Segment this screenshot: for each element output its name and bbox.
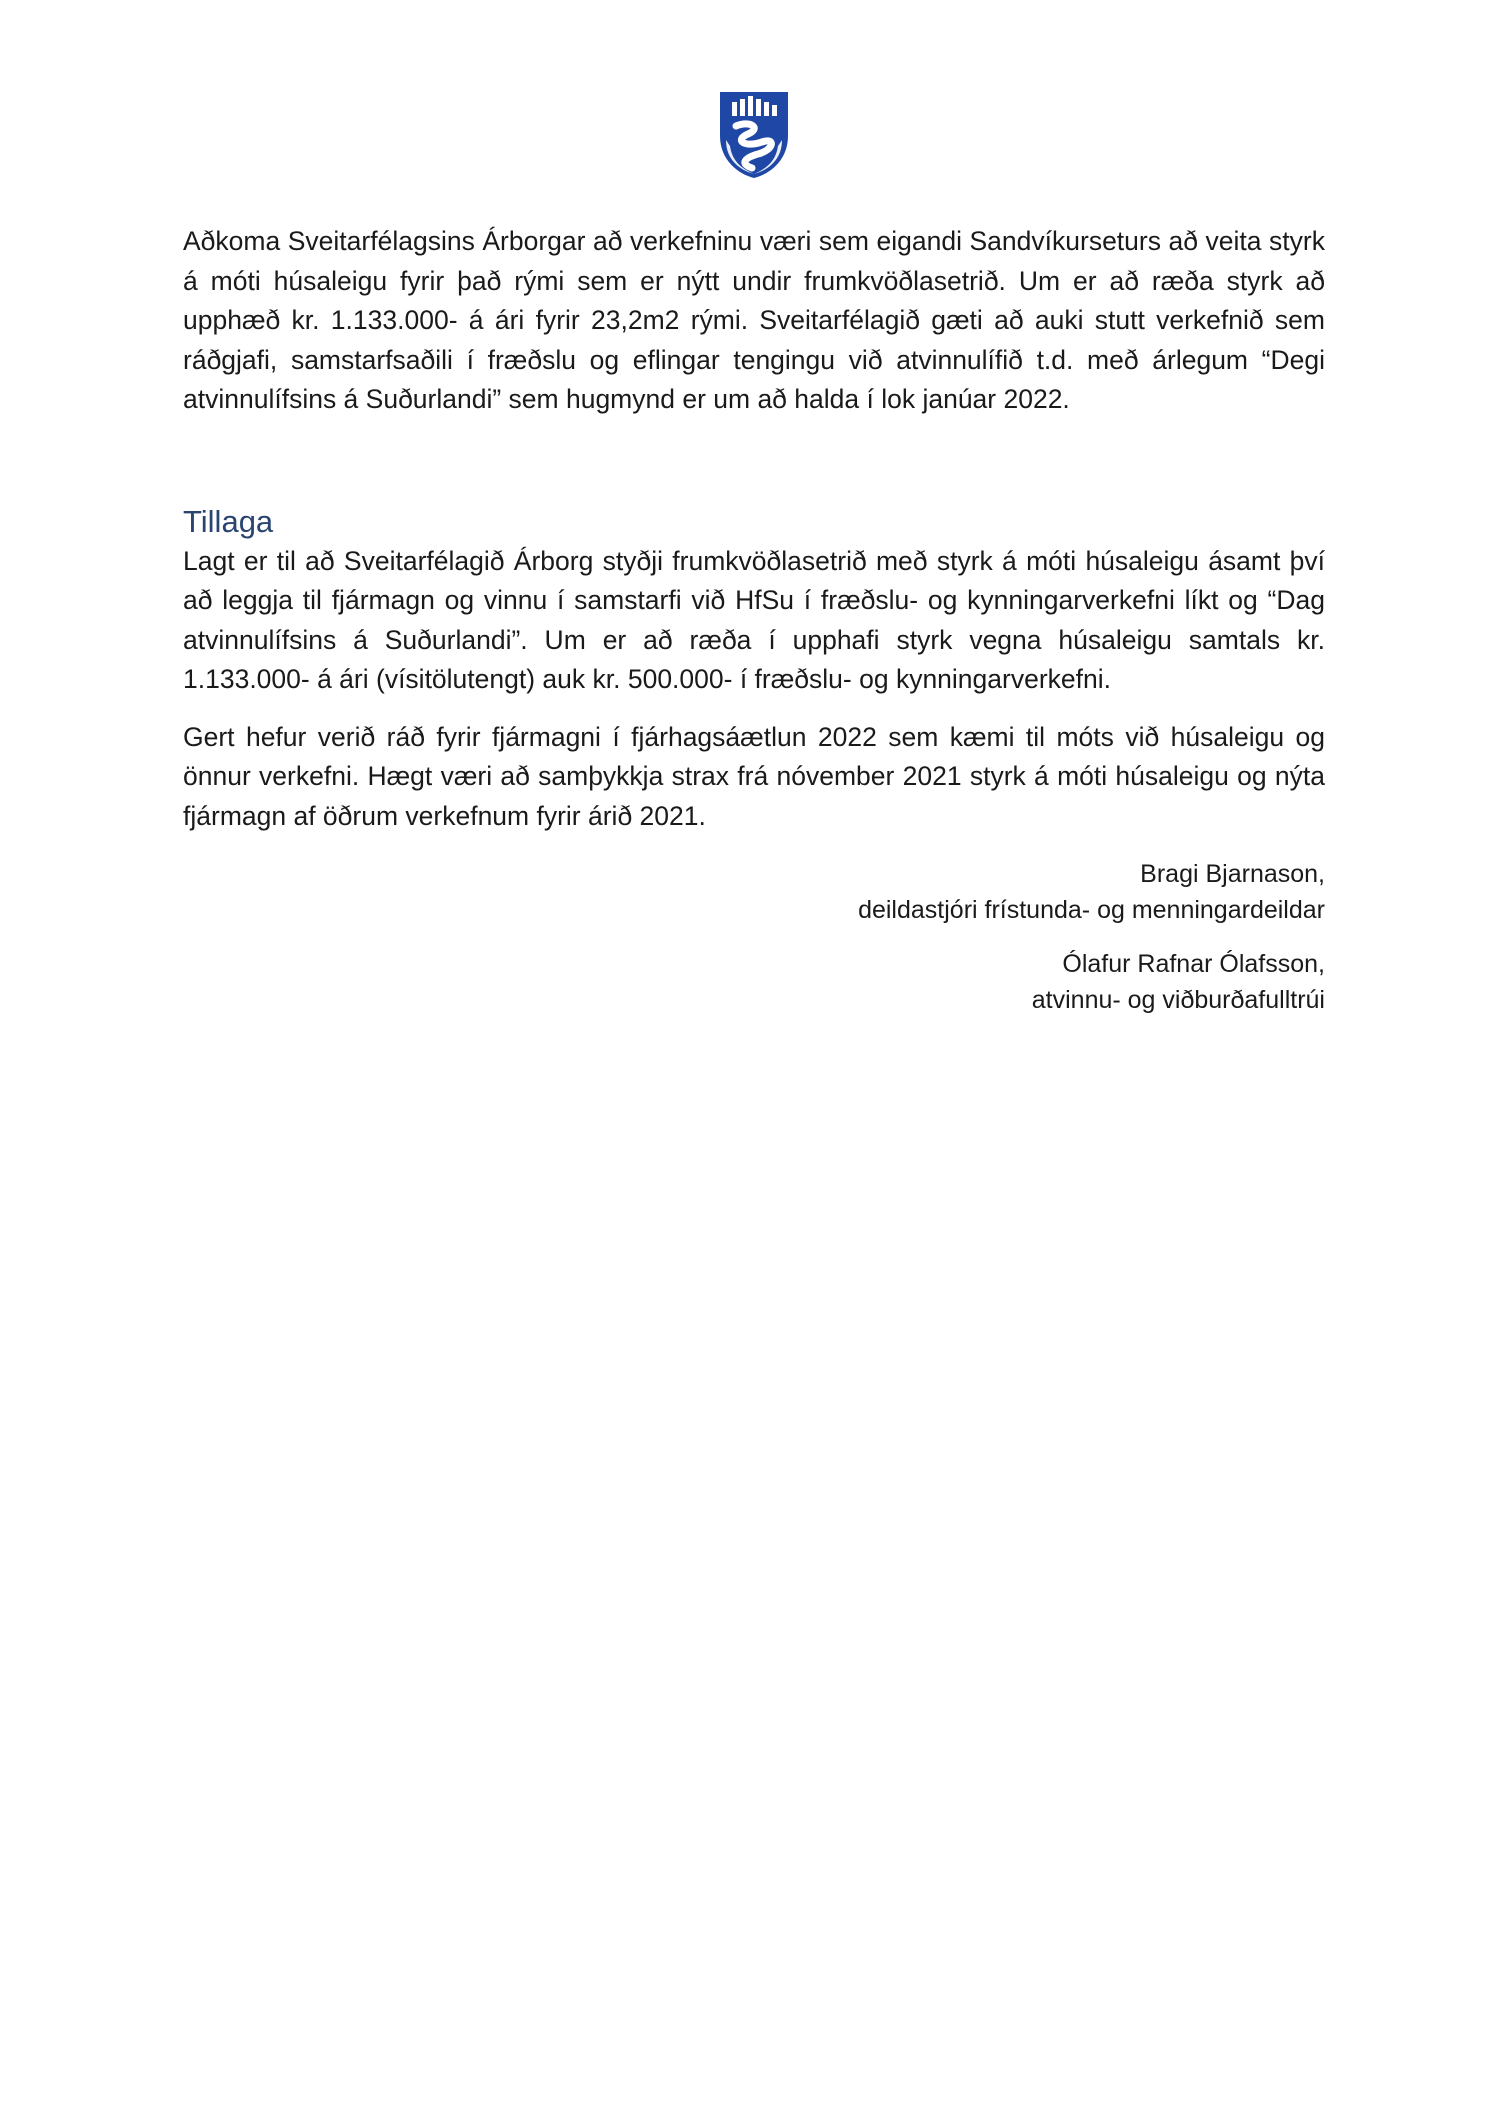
section-heading: Tillaga bbox=[183, 503, 274, 539]
signature-name: Bragi Bjarnason, bbox=[1140, 860, 1325, 888]
tillaga-paragraph: Lagt er til að Sveitarfélagið Árborg styðji frumkvöðlasetrið með styrk á móti húsaleigu ásamt því að leggja til fjármagn og vinnu í samstarfi við HfSu í fræðslu- og kynningarverkefni líkt og “Dag atvinnulífsins á Suðurlandi”. Um er að ræða í upphafi styrk vegna húsaleigu samtals kr. 1.133.000- á ári (vísitölutengt) auk kr. 500.000- í fræðslu- og kynningarverkefni. bbox=[183, 545, 1325, 694]
funding-paragraph: Gert hefur verið ráð fyrir fjármagni í fjárhagsáætlun 2022 sem kæmi til móts við húsaleigu og önnur verkefni. Hægt væri að samþykkja strax frá nóvember 2021 styrk á móti húsaleigu og nýta fjármagn af öðrum verkefnum fyrir árið 2021. bbox=[183, 721, 1325, 831]
signature-title: deildastjóri frístunda- og menningardeildar bbox=[858, 896, 1325, 924]
signature-name: Ólafur Rafnar Ólafsson, bbox=[1062, 950, 1325, 978]
arborg-crest-icon bbox=[718, 90, 790, 180]
intro-paragraph: Aðkoma Sveitarfélagsins Árborgar að verkefninu væri sem eigandi Sandvíkurseturs að veita styrk á móti húsaleigu fyrir það rými sem er nýtt undir frumkvöðlasetrið. Um er að ræða styrk að upphæð kr. 1.133.000- á ári fyrir 23,2m2 rými. Sveitarfélagið gæti að auki stutt verkefnið sem ráðgjafi, samstarfsaðili í fræðslu og eflingar tengingu við atvinnulífið t.d. með árlegum “Degi atvinnulífsins á Suðurlandi” sem hugmynd er um að halda í lok janúar 2022. bbox=[183, 226, 1325, 414]
signature-title: atvinnu- og viðburðafulltrúi bbox=[1031, 986, 1325, 1014]
signature-block bbox=[183, 946, 1325, 1018]
document-body bbox=[183, 222, 1325, 1018]
signature-block bbox=[183, 856, 1325, 928]
